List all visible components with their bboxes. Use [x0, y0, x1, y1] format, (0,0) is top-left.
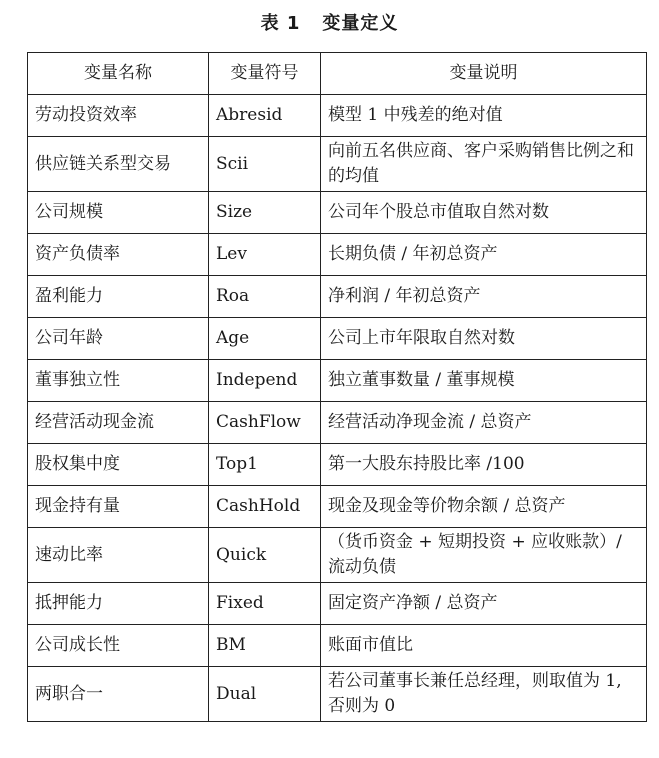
header-variable-description: 变量说明 — [321, 53, 647, 95]
variable-name: 公司年龄 — [28, 318, 209, 360]
variable-name: 公司成长性 — [28, 625, 209, 667]
table-row — [28, 667, 647, 722]
variable-name: 董事独立性 — [28, 360, 209, 402]
variable-description: 固定资产净额 / 总资产 — [321, 583, 647, 625]
variable-symbol: Roa — [209, 276, 321, 318]
table-row — [28, 95, 647, 137]
variable-name: 速动比率 — [28, 528, 209, 583]
variable-name: 盈利能力 — [28, 276, 209, 318]
variable-symbol: BM — [209, 625, 321, 667]
table-title: 变量定义 — [322, 13, 399, 34]
variable-name: 供应链关系型交易 — [28, 137, 209, 192]
table-row — [28, 234, 647, 276]
variable-definition-table — [27, 52, 647, 722]
table-row — [28, 360, 647, 402]
variable-description: 公司上市年限取自然对数 — [321, 318, 647, 360]
variable-description: 账面市值比 — [321, 625, 647, 667]
variable-name: 资产负债率 — [28, 234, 209, 276]
header-row — [28, 53, 647, 95]
variable-description: （货币资金 + 短期投资 + 应收账款）/ 流动负债 — [321, 528, 647, 583]
variable-symbol: CashFlow — [209, 402, 321, 444]
variable-name: 经营活动现金流 — [28, 402, 209, 444]
variable-name: 劳动投资效率 — [28, 95, 209, 137]
table-row — [28, 583, 647, 625]
variable-description: 公司年个股总市值取自然对数 — [321, 192, 647, 234]
variable-symbol: Quick — [209, 528, 321, 583]
variable-symbol: Age — [209, 318, 321, 360]
variable-name: 股权集中度 — [28, 444, 209, 486]
variable-symbol: Fixed — [209, 583, 321, 625]
variable-description: 若公司董事长兼任总经理，则取值为 1, 否则为 0 — [321, 667, 647, 722]
variable-description: 净利润 / 年初总资产 — [321, 276, 647, 318]
table-row — [28, 486, 647, 528]
table-row — [28, 318, 647, 360]
variable-symbol: Scii — [209, 137, 321, 192]
table-caption — [0, 12, 659, 36]
variable-description: 长期负债 / 年初总资产 — [321, 234, 647, 276]
variable-symbol: Top1 — [209, 444, 321, 486]
table-row — [28, 192, 647, 234]
table-number: 表 1 — [260, 13, 301, 34]
header-variable-name: 变量名称 — [28, 53, 209, 95]
variable-description: 现金及现金等价物余额 / 总资产 — [321, 486, 647, 528]
variable-description: 向前五名供应商、客户采购销售比例之和的均值 — [321, 137, 647, 192]
variable-description: 第一大股东持股比率 /100 — [321, 444, 647, 486]
variable-symbol: Abresid — [209, 95, 321, 137]
table-row — [28, 276, 647, 318]
variable-name: 抵押能力 — [28, 583, 209, 625]
variable-name: 公司规模 — [28, 192, 209, 234]
variable-symbol: Size — [209, 192, 321, 234]
variable-description: 独立董事数量 / 董事规模 — [321, 360, 647, 402]
variable-symbol: Dual — [209, 667, 321, 722]
table-row — [28, 444, 647, 486]
variable-symbol: Lev — [209, 234, 321, 276]
variable-name: 两职合一 — [28, 667, 209, 722]
table-row — [28, 402, 647, 444]
variable-name: 现金持有量 — [28, 486, 209, 528]
table-row — [28, 528, 647, 583]
variable-symbol: Independ — [209, 360, 321, 402]
table-row — [28, 137, 647, 192]
variable-description: 模型 1 中残差的绝对值 — [321, 95, 647, 137]
table-row — [28, 625, 647, 667]
header-variable-symbol: 变量符号 — [209, 53, 321, 95]
variable-description: 经营活动净现金流 / 总资产 — [321, 402, 647, 444]
variable-symbol: CashHold — [209, 486, 321, 528]
